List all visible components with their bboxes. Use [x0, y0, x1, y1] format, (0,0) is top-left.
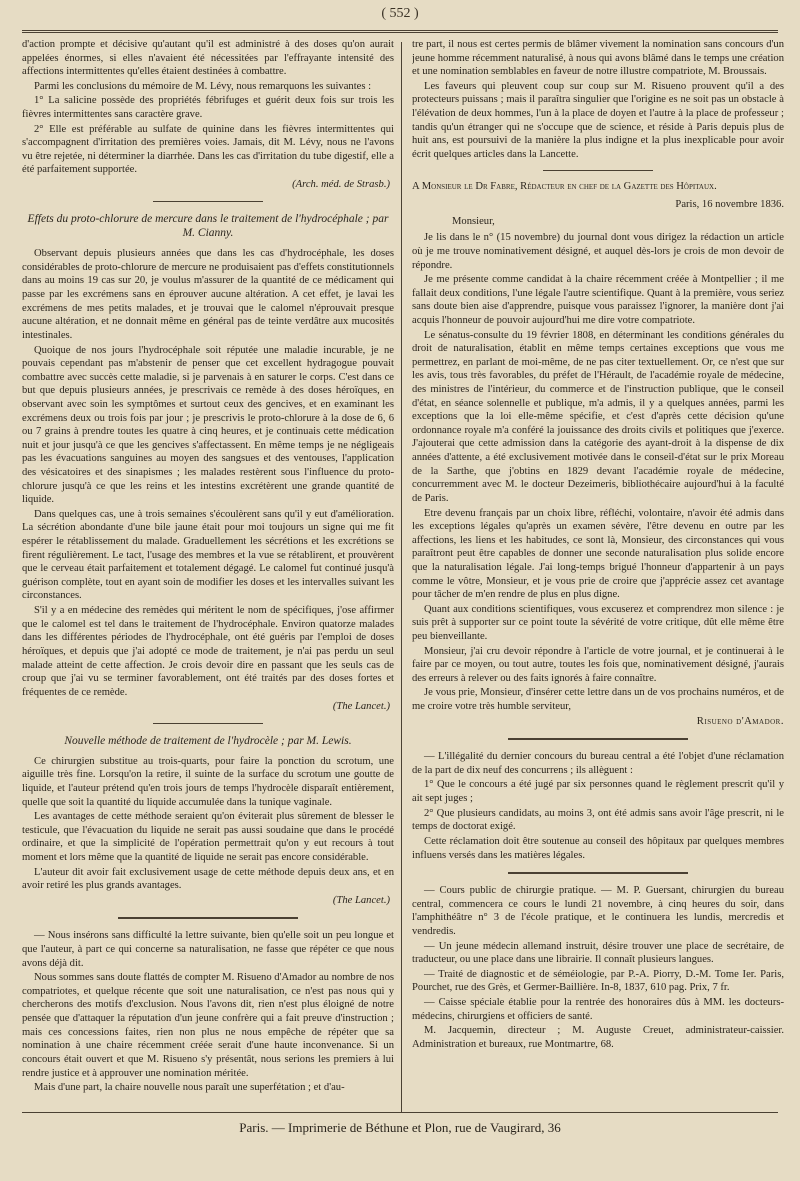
paragraph: Je lis dans le n° (15 novembre) du journal dont vous dirigez la rédaction un article où je me trouve nominativement désigné, et auquel dès-lors je crois de mon devoir de répondre. [412, 232, 784, 271]
notice: — Cours public de chirurgie pratique. — M. P. Guersant, chirurgien du bureau central, commencera ce cours le lundi 21 novembre, à cinq heures du soir, dans l'amphithéâtre n° 3 de l'école pratique, et le continuera les lundis, mercredis et vendredis. [412, 885, 784, 937]
paragraph: Cette réclamation doit être soutenue au conseil des hôpitaux par quelques membres influens versés dans les matières légales. [412, 835, 784, 861]
paragraph: Je vous prie, Monsieur, d'insérer cette lettre dans un de vos prochains numéros, et de me croire votre très humble serviteur, [412, 687, 784, 713]
separator [543, 170, 653, 171]
signature: Risueno d'Amador. [696, 715, 784, 727]
paragraph: Nous sommes sans doute flattés de compter M. Risueno d'Amador au nombre de nos compatriotes, et quelque récente que soit une naturalisation, ce n'est pas nous qui y chercherons des motifs d'exclusion. Nous l'avons dit, rien n'est plus éloigné de notre pensée que d'attaquer la réputation d'un jeune confrère qui a fait preuve d'instruction ; mais ces concessions faites, rien non plus ne nous empêche de répéter que sa nomination à une chaire récemment créée serait d'une haute inconvenance. Si un concours était ouvert et que M. Risueno s'y présentât, nous serions les premiers à lui rendre justice et à approuver une nomination méritée. [22, 972, 394, 1079]
paragraph: 2° Que plusieurs candidats, au moins 3, ont été admis sans avoir l'âge prescrit, ni le temps de doctorat exigé. [412, 807, 784, 833]
paragraph: Monsieur, j'ai cru devoir répondre à l'article de votre journal, et je continuerai à le faire par ce moyen, ou tout autre, toutes les fois que, nominativement désigné, j'aurais des erreurs à relever ou des faits ignorés à faire connaître. [412, 645, 784, 684]
citation: (Arch. méd. de Strasb.) [292, 179, 390, 191]
paragraph: — L'illégalité du dernier concours du bureau central a été l'objet d'une réclamation de la part de dix neuf des concurrens ; ils allèguent : [412, 751, 784, 776]
right-column [412, 38, 784, 1110]
notice: M. Jacquemin, directeur ; M. Auguste Creuet, administrateur-caissier. Administration et bureaux, rue Montmartre, 68. [412, 1025, 784, 1050]
imprint-footer: Paris. — Imprimerie de Béthune et Plon, rue de Vaugirard, 36 [239, 1120, 561, 1135]
separator [153, 723, 263, 724]
paragraph: 1° La salicine possède des propriétés fébrifuges et guérit deux fois sur trois les fièvres intermittentes sans caractère grave. [22, 95, 394, 121]
paragraph: Parmi les conclusions du mémoire de M. Lévy, nous remarquons les suivantes : [34, 80, 372, 92]
separator [118, 917, 298, 919]
paragraph: Etre devenu français par un choix libre, réfléchi, volontaire, n'avoir été admis dans les exceptions légales qu'après un examen sévère, l'être devenu en outre par les affections, les liens et les habitudes, ce sont là, Monsieur, des circonstances qui vous paraîtront peut être capables de donner une seconde naturalisation plus solide encore que la naturalisation légale. J'ai long-temps brigué l'honneur d'appartenir à un pays comme le vôtre, Monsieur, et je vous prie de croire que j'apprécie assez cet avantage pour tâcher de m'en rendre de plus en plus digne. [412, 507, 784, 601]
paragraph: S'il y a en médecine des remèdes qui méritent le nom de spécifiques, j'ose affirmer que le calomel est tel dans le traitement de l'hydrocéphale. Environ quatorze malades dans les différentes périodes de l'hydrocéphale, ont été guéris par l'emploi de doses héroïques, et depuis que j'ai adopté ce mode de traitement, je n'ai pas perdu un seul malade atteint de cette affection. Je crois devoir dire en passant que les seuls cas de croup que j'ai vu se terminer favorablement, ont été traités par des doses fortes et fréquentes de ce remède. [22, 605, 394, 698]
notice: — Caisse spéciale établie pour la rentrée des honoraires dûs à MM. les docteurs-médecins, chirurgiens et officiers de santé. [412, 997, 784, 1022]
left-column [22, 38, 394, 1110]
article-title: Effets du proto-chlorure de mercure dans le traitement de l'hydrocéphale ; par M. Cianny. [27, 212, 389, 240]
article-title: Nouvelle méthode de traitement de l'hydrocèle ; par M. Lewis. [64, 734, 352, 747]
paragraph: Les avantages de cette méthode seraient qu'on éviterait plus sûrement de blesser le testicule, que l'évacuation du liquide ne serait pas aussi soudaine que dans le procédé ordinaire, et que la simplicité de l'opération permettrait qu'on y eut recours à tout moment et lors même que la quantité de liquide ne serait pas encore considérable. [22, 811, 394, 863]
paragraph: L'auteur dit avoir fait exclusivement usage de cette méthode depuis deux ans, et en avoir retiré les plus grands avantages. [22, 866, 394, 892]
top-rule [22, 30, 778, 33]
citation: (The Lancet.) [332, 894, 390, 906]
page-number: ( 552 ) [381, 6, 419, 21]
letter-date: Paris, 16 novembre 1836. [675, 199, 784, 211]
paragraph: 2° Elle est préférable au sulfate de quinine dans les fièvres intermittentes qui s'accompagnent d'irritation des premières voies. Jamais, dit M. Lévy, nous ne l'avons vu être rejetée, ni déterminer la diarrhée. Dans les cas d'irritation du tube digestif, elle a été parfaitement supportée. [22, 123, 394, 176]
paragraph: Observant depuis plusieurs années que dans les cas d'hydrocéphale, les doses considérables de proto-chlorure de mercure ne produisaient pas d'effets constitutionnels dans au moins 19 cas sur 20, je voulus m'assurer de la quantité de ce médicament qui passe par les excrémens sans en éprouver aucune altération. A cet effet, je lavai les excrémens de mes petits malades, et je trouvai que le calomel n'éprouvait presque aucune altération, et ne donnait même en général pas de teinte verdâtre aux mucosités intestinales. [22, 248, 394, 341]
paragraph: Le sénatus-consulte du 19 février 1808, en déterminant les conditions générales du droit de naturalisation, établit en même temps certaines exceptions que vous me permettrez, en parlant de moi-même, de ne pas citer textuellement. Or, ce n'est que sur les avis, tous très favorables, du préfet de l'Hérault, de l'académie royale de médecine, des ministres de l'intérieur, du commerce et de l'instruction publique, que le conseil d'état, en séance solennelle et publique, m'a admis, il y a quelques années, parmi les exceptions que la loi elle-même spécifie, et c'est d'après cette décision qu'une ordonnance royale m'a conféré la jouissance des droits civils et politiques que j'exerce. J'ajouterai que cette admission dans la catégorie des ayant-droit à la dispense de dix années d'attente, a été exclusivement motivée dans le conseil-d'état sur le prix Moreau de la Sarthe, que j'obtins en 1829 devant l'académie royale de médecine, concurremment avec M. le docteur Dezeimeris, bibliothécaire aujourd'hui à la faculté de Paris. [412, 329, 784, 504]
letter-heading: A Monsieur le Dr Fabre, Rédacteur en chef de la Gazette des Hôpitaux. [412, 181, 717, 193]
column-divider [401, 42, 402, 1112]
paragraph: d'action prompte et décisive qu'autant qu'il est administré à des doses qu'on aurait appelées énormes, si elles n'avaient été nécessitées par l'effrayante intensité des affections intermittentes qu'elles étaient destinées à combattre. [22, 39, 394, 78]
paragraph: tre part, il nous est certes permis de blâmer vivement la nomination sans concours d'un jeune homme récemment naturalisé, à nous qui avons blâmé dans le temps une création et une nomination semblables en faveur de notre illustre compatriote, M. Broussais. [412, 39, 784, 78]
separator [508, 872, 688, 874]
separator [508, 738, 688, 740]
citation: (The Lancet.) [332, 701, 390, 713]
paragraph: Quoique de nos jours l'hydrocéphale soit réputée une maladie incurable, je ne pouvais cependant pas m'abstenir de penser que cet excellent hydragogue pouvait combattre avec succès cette maladie, si je parvenais à en saturer le corps. C'est dans ce but que depuis plusieurs années, je prescrivais ce remède à des doses héroïques, en observant avec soin les symptômes et surtout ceux des gencives, et en examinant les excrémens deux ou trois fois par jour ; je prescrivis le proto-chlorure à la dose de 6, 6 ou 7 grains à prendre toutes les quatre à cinq heures, et je continuais cette médication nuit et jour jusqu'à ce que les gencives s'affectassent. En même temps je ne négligeais pas les évacuations sanguines au moyen des sangsues et des ventouses, l'application des vésicatoires et des sinapismes ; les malades restèrent sous l'influence du proto-chlorure jusqu'à ce que les reins et les intestins excrétèrent une grande quantité de liquide. [22, 344, 394, 506]
paragraph: 1° Que le concours a été jugé par six personnes quand le règlement prescrit qu'il y ait sept juges ; [412, 779, 784, 805]
letter-salutation: Monsieur, [452, 215, 495, 227]
notice: — Traité de diagnostic et de séméiologie, par P.-A. Piorry, D.-M. Tome Ier. Paris, Pourchet, rue des Grès, et Germer-Baillière. In-8, 1837, 610 pag. Prix, 7 fr. [412, 968, 784, 994]
separator [153, 201, 263, 202]
footer-rule [22, 1112, 778, 1113]
paragraph: Je me présente comme candidat à la chaire récemment créée à Montpellier ; il me fallait deux conditions, l'une légale l'autre scientifique. Quant à la première, vous seriez sans doute bien aise d'apprendre, puisque vous paraissez l'ignorer, la manière dont j'ai acquis l'honneur de pouvoir aujourd'hui me dire votre compatriote. [412, 274, 784, 326]
paragraph: Dans quelques cas, une à trois semaines s'écoulèrent sans qu'il y eut d'amélioration. La sécrétion abondante d'une bile jaune était pour moi toujours un signe qui me fit espérer le rétablissement du malade. Graduellement les sécrétions et les excrétions se firent régulièrement. Le tact, l'usage des membres et la vue se rétablirent, et prouvèrent que le cerveau était parfaitement et totalement dégagé. Le calomel fut continué jusqu'à guérison complète, tout en ayant soin de modifier les doses et les intervalles suivant les circonstances. [22, 508, 394, 602]
notice: — Un jeune médecin allemand instruit, désire trouver une place de secrétaire, de traducteur, ou une place dans une librairie. Il connaît plusieurs langues. [412, 940, 784, 966]
paragraph: Les faveurs qui pleuvent coup sur coup sur M. Risueno prouvent qu'il a des protecteurs puissans ; mais il paraîtra singulier que l'origine es ne soit pas un obstacle à l'élévation de deux hommes, l'un à la place de doyen et l'autre à la place de professeur ; tandis qu'un étranger qui ne s'occupe que de science, et réside à Paris depuis plus de huit ans, est poursuivi de la manière la plus indigne et la plus inexplicable pour avoir écrit quelques articles dans la Lancette. [412, 80, 784, 160]
paragraph: Mais d'une part, la chaire nouvelle nous paraît une superfétation ; et d'au- [34, 1082, 345, 1094]
paragraph: Quant aux conditions scientifiques, vous excuserez et comprendrez mon silence : je suis prêt à supporter sur ce point toute la sévérité de votre critique, dût elle même être peu bienveillante. [412, 603, 784, 642]
paragraph: — Nous insérons sans difficulté la lettre suivante, bien qu'elle soit un peu longue et que l'auteur, à part ce qui concerne sa naturalisation, ne fasse que répéter ce que nous avons déjà dit. [22, 930, 394, 969]
paragraph: Ce chirurgien substitue au trois-quarts, pour faire la ponction du scrotum, une aiguille très fine. Lorsqu'on la retire, il suinte de la surface du scrotum une goutte de liquide, et l'auteur prétend qu'en trois jours de temps l'hydrocèle disparaît entièrement, quelle que soit la quantité du liquide accumulée dans la tunique vaginale. [22, 755, 394, 808]
